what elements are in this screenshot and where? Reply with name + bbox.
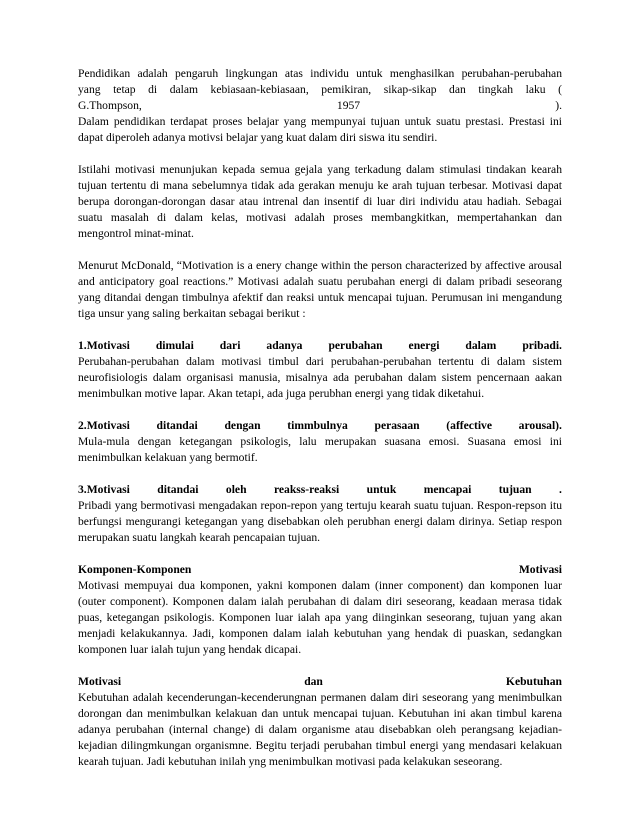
heading-word: dalam <box>465 339 497 352</box>
section-heading <box>78 418 562 434</box>
section-komponen <box>78 562 562 658</box>
heading-word: Motivasi <box>518 563 562 576</box>
section-body: Perubahan-perubahan dalam motivasi timbul dari perubahan-perubahan tertentu di dalam sistem neurofisiologis dalam organisasi manusia, misalnya ada perubahan dalam sistem pencernaan aakan menimbulkan motive lapar. Akan tetapi, ada juga perubhan energi yang tidak diketahui. <box>78 355 562 400</box>
heading-word: oleh <box>225 483 247 496</box>
heading-word: 3.Motivasi <box>78 483 130 496</box>
heading-word: arousal). <box>518 419 562 432</box>
paragraph-mcdonald: Menurut McDonald, “Motivation is a enery change within the person characterized by affective arousal and anticipatory goal reactions.” Motivasi adalah suatu perubahan energi di dalam pribadi seseorang yang ditandai dengan timbulnya afektif dan reaksi untuk mencapai tujuan. Perumusan ini mengandung tiga unsur yang saling berkaitan sebagai berikut : <box>78 259 562 320</box>
citation-year: 1957 <box>336 99 361 112</box>
section-body: Kebutuhan adalah kecenderungan-kecenderungnan permanen dalam diri seseorang yang menimbulkan dorongan dan menimbulkan kelakuan dan untuk mencapai tujuan. Kebutuhan ini akan timbul karena adanya perubahan (internal change) di dalam organisme atau disebabkan oleh perangsang kejadian-kejadian dilingmkungan organismne. Begitu terjadi perubahan timbul energi yang mendasari kelakuan kearah tujuan. Jadi kebutuhan inilah yng menimbulkan motivasi pada kelakukan seseorang. <box>78 691 562 768</box>
heading-word: dimulai <box>155 339 194 352</box>
heading-word: adanya <box>266 339 303 352</box>
intro-line-3 <box>78 98 562 114</box>
section-body: Motivasi mempuyai dua komponen, yakni komponen dalam (inner component) dan komponen luar (outer component). Komponen dalam ialah perubahan di dalam diri seseorang, keadaan merasa tidak puas, ketegangan psikologis. Komponen luar ialah apa yang diinginkan seseorang, tujuan yang akan menjadi kelakukannya. Jadi, komponen dalam ialah kebutuhan yang hendak di puaskan, sedangkan komponen luar ialah tujun yang hendak dicapai. <box>78 579 562 656</box>
heading-word: dari <box>219 339 241 352</box>
section-2 <box>78 418 562 466</box>
heading-word: ditandai <box>156 419 198 432</box>
heading-word: (affective <box>446 419 492 432</box>
section-3 <box>78 482 562 546</box>
heading-word: Kebutuhan <box>505 675 562 688</box>
heading-word: tujuan <box>498 483 532 496</box>
heading-word: mencapai <box>423 483 472 496</box>
section-kebutuhan <box>78 674 562 770</box>
heading-word: dengan <box>224 419 261 432</box>
citation-close: ). <box>555 99 562 112</box>
document-page <box>78 66 562 770</box>
intro-line-1: Pendidikan adalah pengaruh lingkungan atas individu untuk menghasilkan perubahan-perubahan <box>78 67 562 80</box>
heading-word: perubahan <box>328 339 383 352</box>
heading-word: 2.Motivasi <box>78 419 130 432</box>
section-body: Pribadi yang bermotivasi mengadakan repon-repon yang tertuju kearah suatu tujuan. Respon-repson itu berfungsi mengurangi ketegangan yang disebabkan oleh perubhan energi dalam dirinya. Setiap respon merupakan suatu langkah kearah pencapaian tujuan. <box>78 499 562 544</box>
intro-line-2: yang tetap di dalam kebiasaan-kebiasaan, pemikiran, sikap-sikap dan tingkah laku ( <box>78 83 562 96</box>
section-heading <box>78 674 562 690</box>
citation-author: G.Thompson, <box>78 99 142 112</box>
section-heading <box>78 338 562 354</box>
heading-word: 1.Motivasi <box>78 339 130 352</box>
intro-rest: Dalam pendidikan terdapat proses belajar yang mempunyai tujuan untuk suatu prestasi. Prestasi ini dapat diperoleh adanya motivsi belajar yang kuat dalam diri siswa itu sendiri. <box>78 115 562 144</box>
heading-word: Komponen-Komponen <box>78 563 192 576</box>
section-body: Mula-mula dengan ketegangan psikologis, lalu merupakan suasana emosi. Suasana emosi ini menimbulkan kelakuan yang bermotif. <box>78 435 562 464</box>
heading-word: ditandai <box>157 483 199 496</box>
section-heading <box>78 562 562 578</box>
heading-word: untuk <box>366 483 397 496</box>
section-heading <box>78 482 562 498</box>
heading-word: Motivasi <box>78 675 122 688</box>
heading-word: perasaan <box>374 419 420 432</box>
heading-word: energi <box>408 339 440 352</box>
heading-word: . <box>559 483 562 496</box>
heading-word: pribadi. <box>522 339 562 352</box>
heading-word: timmbulnya <box>287 419 348 432</box>
heading-word: dan <box>304 675 323 688</box>
paragraph-intro <box>78 66 562 146</box>
paragraph-motivation-definition: Istilahi motivasi menunjukan kepada semua gejala yang terkadung dalam stimulasi tindakan kearah tujuan tertentu di mana sebelumnya tidak ada gerakan menuju ke arah tujuan terbesar. Motivasi dapat berupa dorongan-dorongan dasar atau intrenal dan insentif di luar diri individu atau hadiah. Sebagai suatu masalah di dalam kelas, motivasi adalah proses membangkitkan, mempertahankan dan mengontrol minat-minat. <box>78 163 562 240</box>
section-1 <box>78 338 562 402</box>
heading-word: reakss-reaksi <box>273 483 340 496</box>
